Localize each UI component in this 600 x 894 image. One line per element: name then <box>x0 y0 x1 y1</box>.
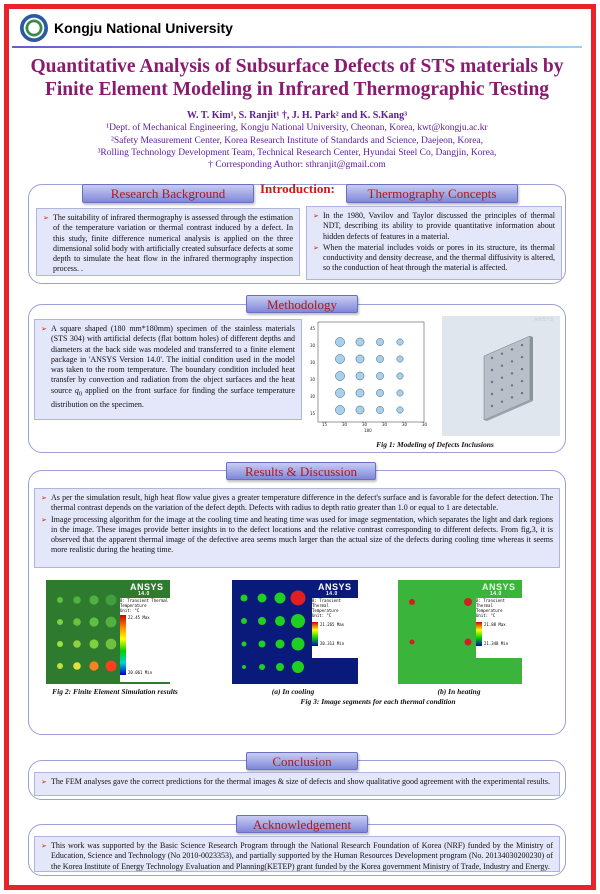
thermal-spot <box>73 618 81 626</box>
thermal-spot <box>57 663 63 669</box>
segment-blob <box>258 617 266 625</box>
defect-hole <box>397 407 403 413</box>
colorbar <box>120 615 126 675</box>
thermo-item: ➢ When the material includes voids or pores in its structure, its thermal conductivity and density decrease, and the thermal diffusivity is altered, so the conduction of heat through the material is affected. <box>313 243 555 274</box>
university-name: Kongju National University <box>54 20 233 36</box>
defect-hole <box>376 389 383 396</box>
affiliation-3: ³Rolling Technology Development Team, Technical Research Center, Hyundai Steel Co, Dangjin, Korea, <box>97 147 497 158</box>
background-item: ➢ The suitability of infrared thermography is assessed through the estimation of the temperature variation or thermal contrast induced by a defect. In this study, finite difference numerical analysis is applied on the three dimensional solid body with artificially created subsurface defects at some depth to simulate the heat flow in the infrared thermography inspection process. . <box>43 213 293 275</box>
ansys-version: 14.0 <box>138 591 150 597</box>
defect-hole <box>356 406 364 414</box>
legend-type: Temperature <box>120 603 147 608</box>
plate-defect-dot <box>521 380 523 382</box>
results-item: ➢ As per the simulation result, high heat flow value gives a greater temperature difference in the defect's surface and is favorable for the defect detection. The thermal contrast depends on the variation of the defect depth. Defects with radius to depth ratio greater than 1.0 or equal to 1 are detectable. <box>41 493 553 514</box>
dimension-label: 180 <box>364 428 372 433</box>
title-line-1: Quantitative Analysis of Subsurface Defects of STS materials by <box>30 56 564 77</box>
legend-title: B: Transient Thermal <box>312 598 341 608</box>
thermal-spot <box>106 661 117 672</box>
defect-hole <box>335 388 344 397</box>
dimension-label: 30 <box>310 394 316 399</box>
acknowledgement-heading: Acknowledgement <box>236 815 368 833</box>
methodology-text-post: applied on the front surface for finding the surface temperature distribution on the specimen. <box>51 385 295 409</box>
segment-blob <box>242 642 247 647</box>
defect-hole <box>376 338 383 345</box>
dimension-label: 30 <box>342 422 348 427</box>
segment-blob <box>292 638 305 651</box>
defect-hole <box>376 406 383 413</box>
fig3-caption: Fig 3: Image segments for each thermal condition <box>300 697 456 706</box>
heat-source-subscript: 0 <box>78 390 83 398</box>
thermal-spot <box>106 639 117 650</box>
defect-hole <box>376 355 383 362</box>
introduction-title: Introduction: <box>260 181 335 196</box>
plate-defect-dot <box>491 381 493 383</box>
legend-max: 22.45 Max <box>128 615 150 620</box>
plate-defect-dot <box>521 368 523 370</box>
dimension-label: 30 <box>362 422 368 427</box>
segment-blob <box>276 640 285 649</box>
thermal-spot <box>57 597 63 603</box>
fig2-caption: Fig 2: Finite Element Simulation results <box>52 687 178 696</box>
author-block <box>12 110 582 171</box>
defect-hole <box>335 337 344 346</box>
plate-defect-dot <box>491 405 493 407</box>
plate-defect-dot <box>511 372 513 374</box>
legend-max: 21.88 Max <box>484 622 506 627</box>
thermal-spot <box>73 640 81 648</box>
defect-hole <box>356 355 364 363</box>
segment-blob <box>242 665 246 669</box>
thermal-spot <box>106 617 117 628</box>
colorbar <box>312 622 318 646</box>
dimension-label: 30 <box>402 422 408 427</box>
plate-defect-dot <box>521 356 523 358</box>
segment-blob <box>291 614 305 628</box>
defect-hole <box>376 372 383 379</box>
dimension-label: 30 <box>310 377 316 382</box>
defect-hole <box>335 354 344 363</box>
ansys-version: 14.0 <box>490 591 502 597</box>
segment-blob <box>275 593 286 604</box>
thermal-spot <box>89 639 98 648</box>
fig3b-caption: (b) In heating <box>437 687 481 696</box>
research-background-box <box>36 208 300 276</box>
plate-defect-dot <box>501 377 503 379</box>
legend-unit: Unit: °C <box>476 613 496 618</box>
thermal-spot <box>89 661 98 670</box>
title-line-2: Finite Element Modeling in Infrared Thermographic Testing <box>44 79 550 100</box>
legend-unit: Unit: °C <box>120 608 140 613</box>
conclusion-box <box>34 772 560 796</box>
header-divider <box>12 46 582 48</box>
dimension-labels <box>310 326 428 433</box>
defect-hole <box>397 390 403 396</box>
dimension-label: 30 <box>310 343 316 348</box>
ansys-logo-small: ANSYS <box>534 317 554 323</box>
plate-defect-dot <box>501 389 503 391</box>
heat-source-symbol: q <box>74 385 79 395</box>
defect-hole <box>397 373 403 379</box>
plate-defect-dot <box>511 384 513 386</box>
conclusion-item: ➢ The FEM analyses gave the correct predictions for the thermal images & size of defects and show qualitative good agreement with the experimental results. <box>41 777 553 787</box>
dimension-label: 45 <box>310 326 316 331</box>
dimension-label: 30 <box>422 422 428 427</box>
colorbar <box>476 622 482 646</box>
plate-defect-dot <box>521 392 523 394</box>
segment-blob <box>241 618 247 624</box>
methodology-heading: Methodology <box>246 295 358 313</box>
dimension-label: 30 <box>382 422 388 427</box>
segment-blob <box>292 661 304 673</box>
segment-blob <box>241 595 248 602</box>
defect-hole <box>397 356 403 362</box>
poster-title <box>12 55 582 101</box>
fig3a-caption: (a) In cooling <box>271 687 315 696</box>
fig1-caption: Fig 1: Modeling of Defects Inclusions <box>376 440 494 449</box>
acknowledgement-item: ➢ This work was supported by the Basic Science Research Program through the National Research Foundation of Korea (NRF) funded by the Ministry of Education, Science and Technology (No 2010-0023353), and partially supported by the Human Resources Development program (No. 20134030200230) of the Korea Institute of Energy Technology Evaluation and Planning(KETEP) grant funded by the Korea government Ministry of Trade, Industry and Energy. <box>41 841 553 872</box>
plate-defect-dot <box>511 348 513 350</box>
header <box>12 12 582 46</box>
plate-defect-dot <box>501 401 503 403</box>
plate-svg <box>442 316 560 436</box>
sim3-legend <box>476 598 522 658</box>
segment-blob <box>409 599 415 605</box>
segment-blob <box>410 640 415 645</box>
thermography-concepts-heading: Thermography Concepts <box>346 184 518 203</box>
dimension-label: 15 <box>322 422 328 427</box>
legend-type: Temperature <box>476 608 503 613</box>
ansys-logo: ANSYS <box>318 582 352 592</box>
plate-defect-dot <box>501 353 503 355</box>
university-logo-icon <box>20 14 48 42</box>
segment-blob <box>464 598 472 606</box>
legend-min: 21.348 Min <box>484 641 509 646</box>
defect-hole <box>335 371 344 380</box>
conclusion-heading: Conclusion <box>246 752 358 770</box>
defect-hole <box>356 338 364 346</box>
defect-hole <box>397 339 403 345</box>
thermo-item: ➢ In the 1980, Vavilov and Taylor discussed the principles of thermal NDT, describing its ability to provide quantitative information about hidden defects of features in a material. <box>313 211 555 242</box>
thermal-spot <box>106 595 117 606</box>
sim2-legend <box>312 598 358 658</box>
legend-unit: Unit: °C <box>312 613 332 618</box>
cooling-segment-image <box>232 580 358 684</box>
thermal-spot <box>89 617 98 626</box>
thermography-concepts-box <box>306 206 562 280</box>
segment-blob <box>465 639 472 646</box>
segment-blob <box>276 663 284 671</box>
research-background-heading: Research Background <box>82 184 254 203</box>
3d-plate-model <box>442 316 560 436</box>
defect-holes <box>335 337 403 414</box>
dimension-label: 15 <box>310 411 316 416</box>
sim1-legend <box>120 598 170 682</box>
plate-defect-dot <box>491 369 493 371</box>
defect-hole <box>335 405 344 414</box>
legend-min: 20.061 Min <box>128 670 153 675</box>
results-item: ➢ Image processing algorithm for the image at the cooling time and heating time was used for image segmentation, which separates the light and dark regions in the image. These images provide better insights in to the defect locations and the relative contrast corresponding to different defects. From fig,3, it is observed that the apparent thermal image of the defective area seems much larger than the actual size of the defects during cooling time whereas it seems more realistic during the heating time. <box>41 515 553 556</box>
methodology-box <box>34 319 302 420</box>
legend-title: B: Transient Thermal <box>476 598 505 608</box>
plate-defect-dot <box>521 344 523 346</box>
segment-blob <box>258 594 267 603</box>
thermal-spot <box>57 619 63 625</box>
segment-blob <box>275 616 285 626</box>
plate-defect-dot <box>491 393 493 395</box>
legend-title: B: Transient Thermal <box>120 598 169 603</box>
thermal-spot <box>73 596 81 604</box>
affiliation-2: ²Safety Measurement Center, Korea Research Institute of Standards and Science, Daejeon, Korea, <box>110 135 484 146</box>
legend-max: 21.265 Max <box>320 622 345 627</box>
defect-hole <box>356 372 364 380</box>
segment-blob <box>259 641 266 648</box>
sim3-spots <box>398 580 476 684</box>
legend-min: 20.313 Min <box>320 641 345 646</box>
legend-type: Temperature <box>312 608 339 613</box>
thermal-spot <box>89 595 98 604</box>
plate-defect-dot <box>511 360 513 362</box>
results-heading: Results & Discussion <box>226 462 376 480</box>
ansys-logo: ANSYS <box>130 582 164 592</box>
plate-defect-dot <box>501 365 503 367</box>
heating-segment-image <box>398 580 522 684</box>
ansys-logo: ANSYS <box>482 582 516 592</box>
corresponding-author: † Corresponding Author: sthranjit@gmail.com <box>208 160 386 171</box>
fe-simulation-image <box>46 580 170 684</box>
ansys-version: 14.0 <box>326 591 338 597</box>
dimension-label: 30 <box>310 360 316 365</box>
sim1-spots <box>46 580 120 684</box>
methodology-item <box>41 324 295 410</box>
defect-layout-drawing <box>308 316 432 434</box>
sim2-spots <box>232 580 312 684</box>
defect-layout-svg <box>308 316 432 434</box>
plate-defect-dot <box>491 357 493 359</box>
acknowledgement-box <box>34 836 560 872</box>
thermal-spot <box>57 641 63 647</box>
defect-hole <box>356 389 364 397</box>
affiliation-1: ¹Dept. of Mechanical Engineering, Kongju National University, Cheonan, Korea, kwt@kongju.ac.kr <box>106 123 488 134</box>
plate-defect-dot <box>511 396 513 398</box>
author-names: W. T. Kim¹, S. Ranjit¹ †, J. H. Park² and K. S.Kang³ <box>186 110 408 121</box>
thermal-spot <box>73 662 81 670</box>
results-box <box>34 488 560 568</box>
methodology-text-pre: A square shaped (180 mm*180mm) specimen of the stainless materials (STS 304) with artificial defects (flat bottom holes) of different depths and diameters at the back side was modeled and transferred to a finite element package in 'ANSYS Version 14.0'. The initial condition used in the model was taken to the room temperature. The boundary condition included heat transfer by convection and radiation from the object surfaces and the heat source <box>51 324 295 395</box>
segment-blob <box>259 664 265 670</box>
segment-blob <box>291 591 306 606</box>
